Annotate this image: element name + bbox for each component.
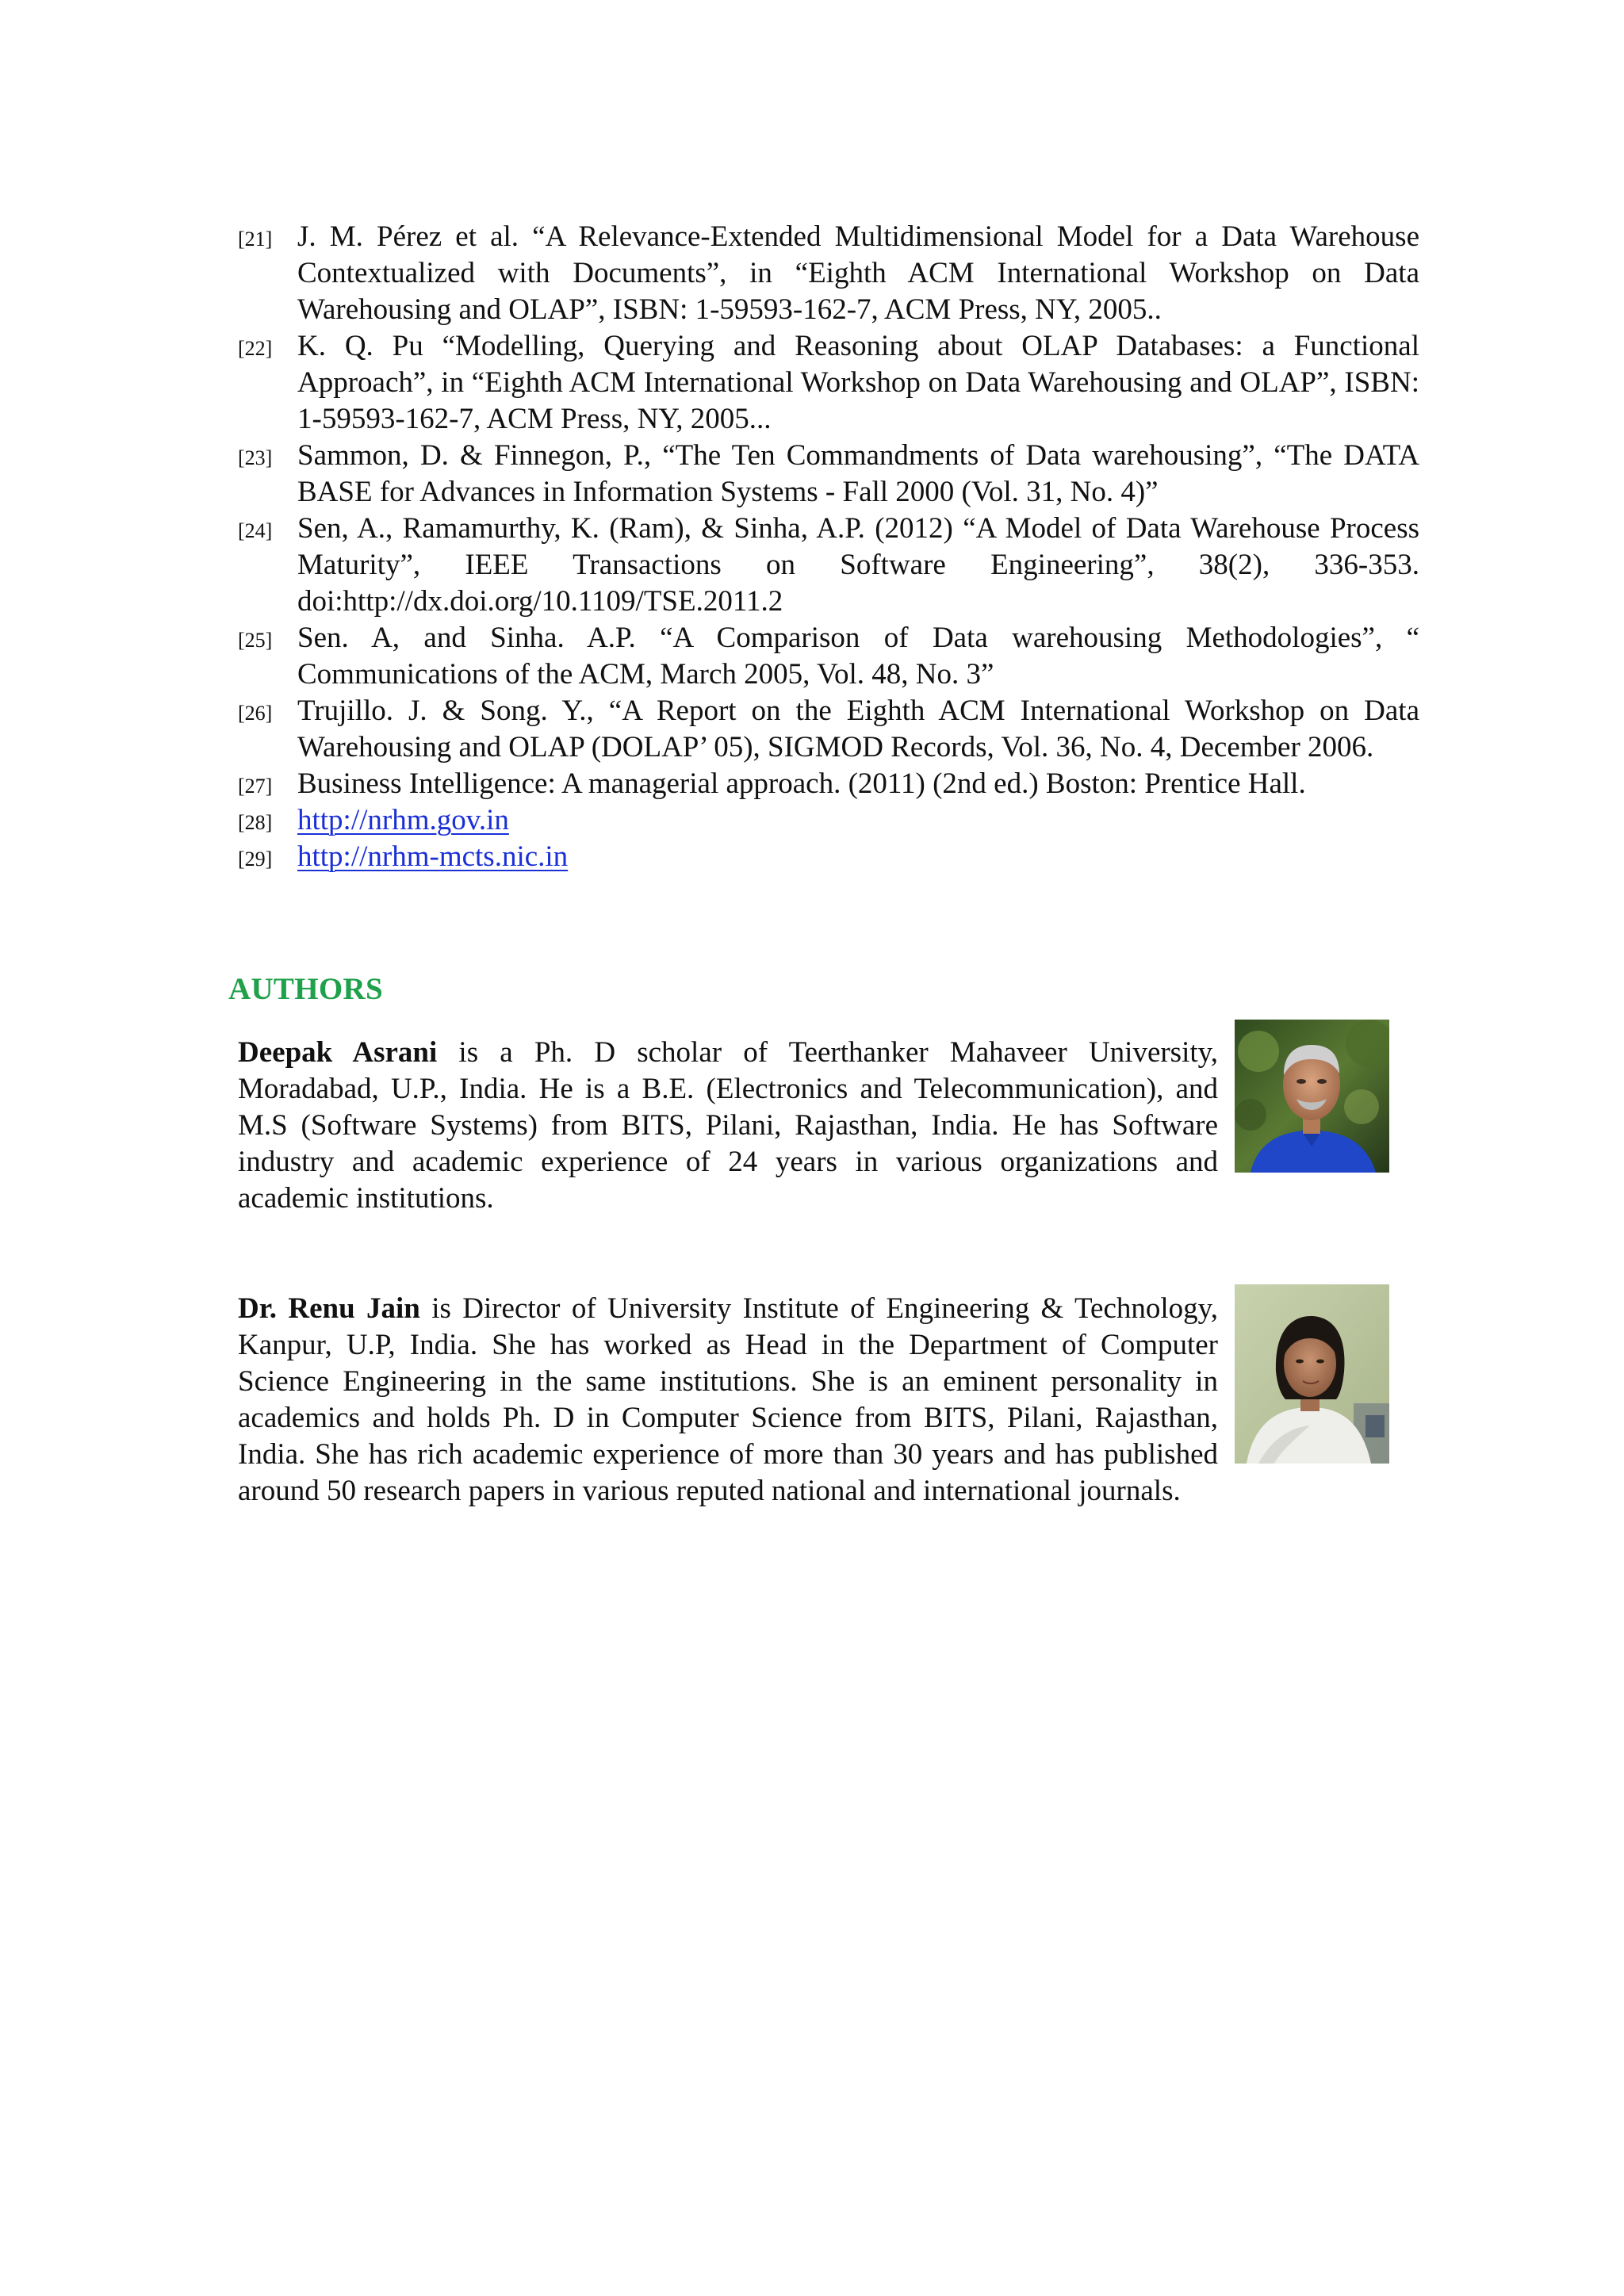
- author-name: Deepak Asrani: [238, 1036, 438, 1069]
- author-bio-renu-jain: [238, 1291, 1218, 1510]
- reference-item: [238, 328, 1419, 438]
- reference-number: [21]: [238, 228, 273, 251]
- author-photo-renu-jain: [1235, 1284, 1389, 1464]
- reference-text: [297, 839, 1419, 875]
- portrait-woman-image: [1235, 1284, 1389, 1464]
- reference-link-nrhm[interactable]: http://nrhm.gov.in: [297, 804, 509, 836]
- authors-heading: AUTHORS: [228, 972, 383, 1006]
- reference-number: [24]: [238, 519, 273, 542]
- reference-item: [238, 802, 1419, 839]
- reference-text: Sen. A, and Sinha. A.P. “A Comparison of Data warehousing Methodologies”, “ Communications of the ACM, March 2005, Vol. 48, No. 3”: [297, 622, 1419, 691]
- reference-number: [23]: [238, 446, 273, 469]
- reference-text: Business Intelligence: A managerial approach. (2011) (2nd ed.) Boston: Prentice Hall.: [297, 767, 1306, 800]
- reference-text: Sammon, D. & Finnegon, P., “The Ten Commandments of Data warehousing”, “The DATA BASE for Advances in Information Systems - Fall 2000 (Vol. 31, No. 4)”: [297, 439, 1419, 508]
- reference-number: [25]: [238, 629, 273, 652]
- reference-text: J. M. Pérez et al. “A Relevance-Extended Multidimensional Model for a Data Warehouse Contextualized with Documents”, in “Eighth ACM International Workshop on Data Warehousing and OLAP”, ISBN: 1-59593-162-7, ACM Press, NY, 2005..: [297, 220, 1419, 326]
- reference-number: [29]: [238, 848, 273, 871]
- reference-item: [238, 766, 1419, 802]
- portrait-man-image: [1235, 1020, 1389, 1173]
- reference-item: [238, 219, 1419, 328]
- reference-text: [297, 802, 1419, 839]
- reference-item: [238, 620, 1419, 693]
- reference-number: [26]: [238, 702, 273, 725]
- author-bio-text: is a Ph. D scholar of Teerthanker Mahaveer University, Moradabad, U.P., India. He is a B.E. (Electronics and Telecommunication), and M.S (Software Systems) from BITS, Pilani, Rajasthan, India. He has Software industry and academic experience of 24 years in various organizations and academic institutions.: [238, 1036, 1218, 1215]
- reference-item: [238, 438, 1419, 511]
- reference-number: [28]: [238, 811, 273, 834]
- author-bio-text: is Director of University Institute of Engineering & Technology, Kanpur, U.P, India. She has worked as Head in the Department of Computer Science Engineering in the same institutions. She is an eminent personality in academics and holds Ph. D in Computer Science from BITS, Pilani, Rajasthan, India. She has rich academic experience of more than 30 years and has published around 50 research papers in various reputed national and international journals.: [238, 1292, 1218, 1507]
- reference-list: [238, 219, 1419, 875]
- reference-link-nrhm-mcts[interactable]: http://nrhm-mcts.nic.in: [297, 840, 569, 873]
- reference-number: [27]: [238, 775, 273, 798]
- reference-text: K. Q. Pu “Modelling, Querying and Reasoning about OLAP Databases: a Functional Approach”, in “Eighth ACM International Workshop on Data Warehousing and OLAP”, ISBN: 1-59593-162-7, ACM Press, NY, 2005...: [297, 330, 1419, 435]
- reference-text: Sen, A., Ramamurthy, K. (Ram), & Sinha, A.P. (2012) “A Model of Data Warehouse Process Maturity”, IEEE Transactions on Software Engineering”, 38(2), 336-353. doi:http://dx.doi.org/10.1109/TSE.2011.2: [297, 512, 1419, 618]
- reference-item: [238, 839, 1419, 875]
- author-name: Dr. Renu Jain: [238, 1292, 420, 1325]
- reference-item: [238, 511, 1419, 620]
- reference-number: [22]: [238, 337, 273, 360]
- reference-text: Trujillo. J. & Song. Y., “A Report on the Eighth ACM International Workshop on Data Warehousing and OLAP (DOLAP’ 05), SIGMOD Records, Vol. 36, No. 4, December 2006.: [297, 695, 1419, 763]
- reference-item: [238, 693, 1419, 766]
- author-bio-deepak-asrani: [238, 1035, 1218, 1217]
- author-photo-deepak-asrani: [1235, 1020, 1389, 1173]
